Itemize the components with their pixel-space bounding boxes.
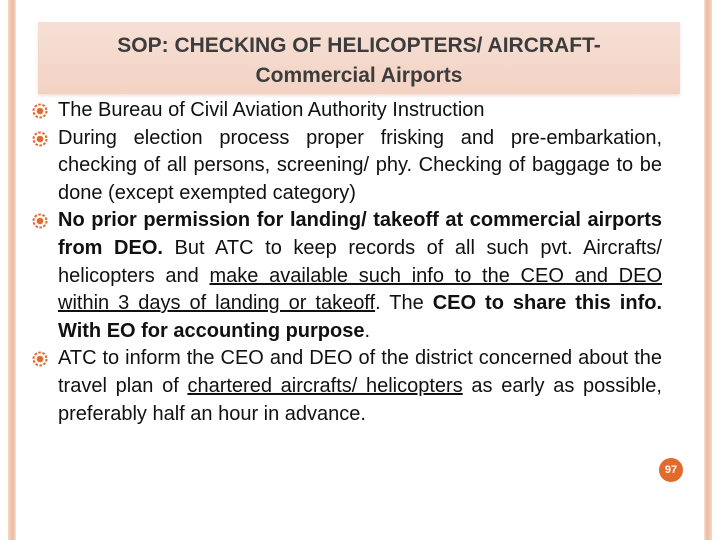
bullet-text-segment: . The — [375, 292, 433, 315]
bullet-text-segment: make available such info to the CEO and DEO within 3 days of landing or takeoff — [58, 264, 663, 315]
sun-gear-icon — [32, 213, 48, 229]
bullet-text-segment: as early as possible, preferably half an hour in advance. — [58, 374, 662, 425]
bullet-text-segment: No prior permission for landing/ takeoff at commercial airports from DEO. — [58, 209, 662, 259]
sun-gear-icon — [32, 103, 48, 119]
slide-title-line-1: SOP: CHECKING OF HELICOPTERS/ AIRCRAFT- — [117, 34, 601, 57]
bullet-text-segment: CEO to share this info. With EO for accounting purpose — [58, 292, 662, 342]
bullet-list — [30, 97, 662, 428]
sun-gear-icon — [32, 351, 48, 367]
slide-title — [38, 31, 680, 91]
right-decorative-border — [704, 0, 712, 540]
bullet-text-segment: ATC to inform the CEO and DEO of the district concerned about the travel plan of — [58, 347, 662, 397]
left-decorative-border — [8, 0, 16, 540]
bullet-text-segment: But ATC to keep records of all such pvt. Aircrafts/ helicopters and — [58, 236, 662, 287]
slide-title-line-2: Commercial Airports — [255, 64, 463, 87]
bullet-item — [30, 345, 662, 428]
bullet-text-segment: The Bureau of Civil Aviation Authority Instruction — [58, 99, 485, 121]
sun-gear-icon — [32, 131, 48, 147]
bullet-item — [30, 125, 662, 208]
bullet-item — [30, 207, 662, 345]
bullet-text-segment: chartered aircrafts/ helicopters — [187, 374, 463, 397]
page-number-badge: 97 — [659, 458, 683, 482]
bullet-text-segment: . — [364, 319, 371, 342]
bullet-text-segment: During election process proper frisking and pre-embarkation, checking of all persons, screening/ phy. Checking of baggage to be done (except exempted category) — [58, 126, 662, 204]
bullet-item — [30, 97, 662, 125]
